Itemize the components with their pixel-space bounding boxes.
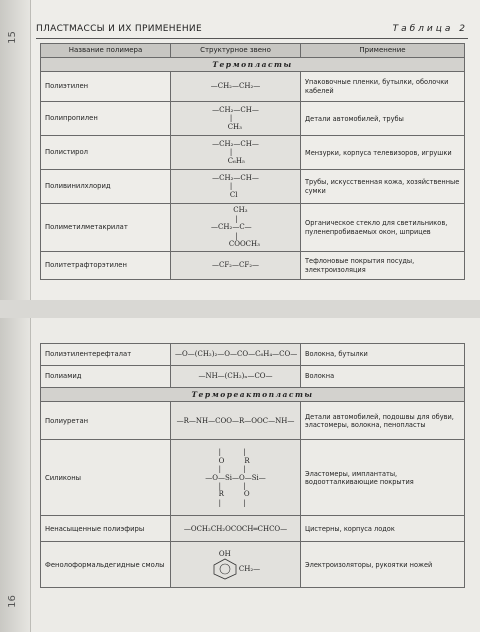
structural-unit [171, 136, 301, 170]
polymer-application: Волокна [301, 366, 465, 388]
polymer-table-top [40, 43, 465, 280]
table-label: Таблица 2 [392, 24, 468, 34]
polymer-application: Электроизоляторы, рукоятки ножей [301, 542, 465, 588]
formula-line: —CH₂—CH— [212, 139, 259, 148]
formula-line: | [211, 231, 238, 240]
formula-line: —CH₂—CH— [212, 173, 259, 182]
page-number-marker: 15 [6, 31, 18, 44]
formula-line: —CH₂—CH— [212, 105, 259, 114]
polymer-name: Полиэтилен [41, 72, 171, 102]
polymer-name: Политетрафторэтилен [41, 252, 171, 280]
polymer-application: Цистерны, корпуса лодок [301, 516, 465, 542]
table-body [41, 402, 465, 588]
structural-unit [171, 366, 301, 388]
column-header-name: Название полимера [41, 44, 171, 58]
formula-line: | | [205, 465, 246, 474]
structural-formula [212, 106, 259, 131]
polymer-name: Полиэтилентерефталат [41, 344, 171, 366]
polymer-application: Эластомеры, имплантаты, водоотталкивающие покрытия [301, 440, 465, 516]
formula-line: | [212, 148, 233, 157]
table-body [41, 344, 465, 388]
formula-line: | [211, 214, 238, 223]
structural-unit [171, 72, 301, 102]
formula-line: R O [205, 490, 250, 499]
polymer-name: Ненасыщенные полиэфиры [41, 516, 171, 542]
formula-line: | | [205, 498, 246, 507]
formula-line: —CH₂—CH₂— [210, 82, 261, 91]
page-number-marker: 16 [6, 595, 18, 608]
polymer-application: Органическое стекло для светильников, пуленепробиваемых окон, шприцев [301, 204, 465, 252]
table-row [41, 102, 465, 136]
structural-formula [211, 82, 261, 90]
polymer-application: Детали автомобилей, трубы [301, 102, 465, 136]
formula-line: —O—Si—O—Si— [205, 473, 266, 482]
phenol-structure [211, 558, 260, 580]
structural-formula [211, 206, 260, 248]
page-top [0, 0, 480, 300]
polymer-name: Полиуретан [41, 402, 171, 440]
formula-line: —R—NH—COO—R—OOC—NH— [176, 416, 295, 425]
formula-line: | | [205, 481, 246, 490]
column-header-structure: Структурное звено [171, 44, 301, 58]
table-row [41, 440, 465, 516]
formula-line: | [212, 114, 233, 123]
polymer-application: Упаковочные пленки, бутылки, оболочки кабелей [301, 72, 465, 102]
structural-unit [171, 204, 301, 252]
formula-line: —CF₂—CF₂— [211, 261, 260, 270]
section-row [41, 57, 465, 71]
formula-line: | | [205, 448, 246, 457]
table-row [41, 344, 465, 366]
polymer-name: Полистирол [41, 136, 171, 170]
table-body [41, 72, 465, 280]
table-row [41, 402, 465, 440]
section-title-thermosets: Термореактопласты [41, 388, 465, 402]
structural-unit [171, 402, 301, 440]
formula-line: CH₂— [238, 564, 261, 573]
structural-formula [212, 261, 259, 269]
formula-line: —NH—(CH₂)ₙ—CO— [198, 372, 273, 381]
structural-unit [171, 102, 301, 136]
table-header-row [41, 44, 465, 58]
polymer-application: Волокна, бутылки [301, 344, 465, 366]
formula-line: —OCH₂CH₂OCOCH═CHCO— [183, 524, 288, 533]
polymer-name: Полипропилен [41, 102, 171, 136]
polymer-application: Тефлоновые покрытия посуды, электроизоляция [301, 252, 465, 280]
section-title-thermoplastics: Термопласты [41, 57, 465, 71]
formula-line: —O—(CH₂)₂—O—CO—C₆H₄—CO— [175, 350, 298, 359]
structural-formula [177, 417, 295, 425]
page-binding [0, 318, 31, 632]
structural-formula [212, 174, 259, 199]
polymer-application: Мензурки, корпуса телевизоров, игрушки [301, 136, 465, 170]
structural-formula [211, 550, 260, 580]
polymer-name: Силиконы [41, 440, 171, 516]
structural-unit [171, 516, 301, 542]
benzene-ring-icon [211, 558, 239, 580]
table-row [41, 252, 465, 280]
table-row [41, 542, 465, 588]
chapter-title: ПЛАСТМАССЫ И ИХ ПРИМЕНЕНИЕ [36, 24, 202, 34]
formula-line: OH [218, 549, 231, 558]
structural-unit [171, 252, 301, 280]
column-header-application: Применение [301, 44, 465, 58]
structural-formula [198, 372, 272, 380]
structural-unit [171, 440, 301, 516]
table-row [41, 516, 465, 542]
polymer-application: Детали автомобилей, подошвы для обуви, эластомеры, волокна, пенопласты [301, 402, 465, 440]
page-binding [0, 0, 31, 300]
formula-line: Cl [212, 190, 238, 199]
polymer-name: Поливинилхлорид [41, 170, 171, 204]
formula-line: | [212, 182, 233, 191]
structural-formula [205, 448, 266, 507]
table-row [41, 204, 465, 252]
polymer-name: Полиметилметакрилат [41, 204, 171, 252]
table-row [41, 72, 465, 102]
formula-line: COOCH₃ [211, 240, 260, 249]
structural-formula [184, 525, 287, 533]
formula-line: CH₃ [212, 122, 242, 131]
structural-unit [171, 542, 301, 588]
polymer-name: Полиамид [41, 366, 171, 388]
section-row [41, 388, 465, 402]
structural-unit [171, 344, 301, 366]
structural-formula [212, 140, 259, 165]
page-header [36, 24, 468, 39]
polymer-application: Трубы, искусственная кожа, хозяйственные сумки [301, 170, 465, 204]
structural-formula [175, 350, 297, 358]
structural-unit [171, 170, 301, 204]
formula-line: —CH₂—C— [211, 223, 252, 232]
formula-line: C₆H₅ [212, 156, 245, 165]
polymer-table-bottom [40, 343, 465, 588]
polymer-name: Фенолоформальдегидные смолы [41, 542, 171, 588]
formula-line: CH₃ [211, 206, 248, 215]
formula-line: O R [205, 456, 250, 465]
table-row [41, 366, 465, 388]
table-row [41, 136, 465, 170]
table-row [41, 170, 465, 204]
